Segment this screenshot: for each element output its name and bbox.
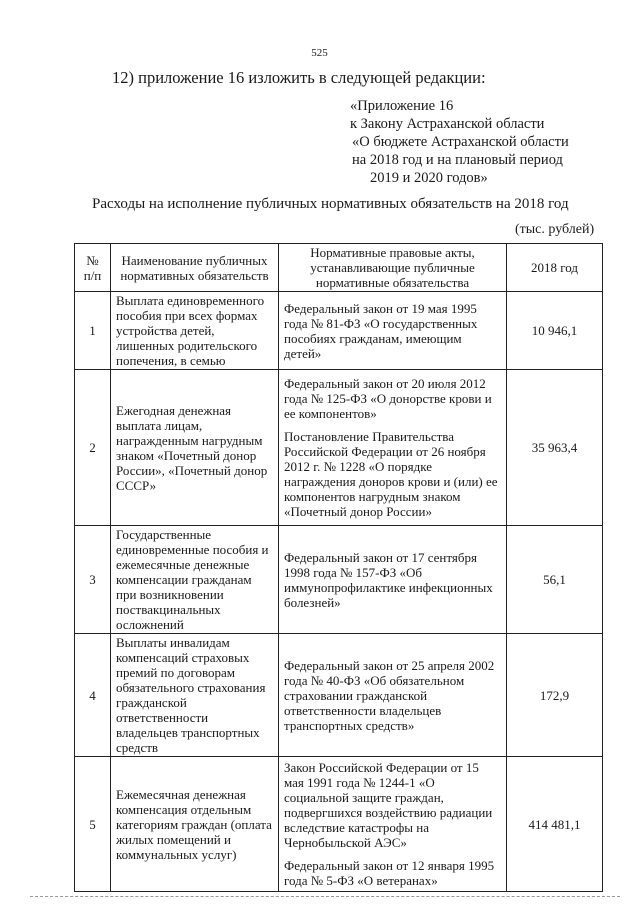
- table-header-row: [75, 244, 603, 292]
- annex-line: «О бюджете Астраханской области: [352, 134, 569, 150]
- row-name: Выплата единовременного пособия при всех формах устройства детей, лишенных родительского попечения, в семью: [111, 292, 279, 370]
- header-num: № п/п: [75, 244, 111, 292]
- row-num: 4: [75, 634, 111, 757]
- row-num: 1: [75, 292, 111, 370]
- table-row: [75, 757, 603, 892]
- legal-act: Федеральный закон от 25 апреля 2002 года № 40-ФЗ «Об обязательном страховании гражданской ответственности владельцев транспортных средств»: [284, 657, 495, 733]
- row-name: Государственные единовременные пособия и ежемесячные денежные компенсации гражданам при возникновении поствакцинальных осложнений: [111, 526, 279, 634]
- annex-line: «Приложение 16: [350, 98, 454, 114]
- table-row: [75, 292, 603, 370]
- obligations-table: [74, 243, 603, 892]
- annex-line: на 2018 год и на плановый период: [352, 152, 563, 168]
- legal-act: Федеральный закон от 17 сентября 1998 года № 157-ФЗ «Об иммунопрофилактике инфекционных болезней»: [284, 549, 493, 610]
- row-acts: [279, 757, 507, 892]
- table-row: [75, 526, 603, 634]
- header-acts: Нормативные правовые акты, устанавливающие публичные нормативные обязательства: [279, 244, 507, 292]
- legal-act: Закон Российской Федерации от 15 мая 1991 года № 1244-1 «О социальной защите граждан, подвергшихся воздействию радиации вследствие катастрофы на Чернобыльской АЭС»: [284, 760, 493, 850]
- page-number: 525: [311, 47, 328, 59]
- annex-header: [350, 97, 569, 187]
- row-num: 3: [75, 526, 111, 634]
- legal-act: Федеральный закон от 19 мая 1995 года № 81-ФЗ «О государственных пособиях гражданам, имеющим детей»: [284, 300, 478, 361]
- row-name: Ежемесячная денежная компенсация отдельным категориям граждан (оплата жилых помещений и коммунальных услуг): [111, 757, 279, 892]
- table-row: [75, 634, 603, 757]
- row-acts: [279, 634, 507, 757]
- bottom-divider: [30, 896, 620, 897]
- annex-line: к Закону Астраханской области: [350, 116, 545, 132]
- row-num: 2: [75, 370, 111, 526]
- legal-act: Федеральный закон от 20 июля 2012 года № 125-ФЗ «О донорстве крови и ее компонентов»: [284, 376, 492, 421]
- header-year: 2018 год: [507, 244, 603, 292]
- units-label: (тыс. рублей): [515, 222, 595, 237]
- intro-text: 12) приложение 16 изложить в следующей редакции:: [112, 68, 486, 87]
- row-acts: [279, 370, 507, 526]
- row-value: 56,1: [507, 526, 603, 634]
- header-name: Наименование публичных нормативных обязательств: [111, 244, 279, 292]
- row-acts: [279, 292, 507, 370]
- row-value: 10 946,1: [507, 292, 603, 370]
- row-name: Выплаты инвалидам компенсаций страховых премий по договорам обязательного страхования гражданской ответственности владельцев транспортных средств: [111, 634, 279, 757]
- row-value: 414 481,1: [507, 757, 603, 892]
- table-row: [75, 370, 603, 526]
- row-num: 5: [75, 757, 111, 892]
- legal-act: Федеральный закон от 12 января 1995 года № 5-ФЗ «О ветеранах»: [284, 858, 495, 888]
- row-acts: [279, 526, 507, 634]
- document-title: Расходы на исполнение публичных нормативных обязательств на 2018 год: [92, 196, 569, 212]
- row-value: 35 963,4: [507, 370, 603, 526]
- row-name: Ежегодная денежная выплата лицам, награжденным нагрудным знаком «Почетный донор России», «Почетный донор СССР»: [111, 370, 279, 526]
- legal-act: Постановление Правительства Российской Федерации от 26 ноября 2012 г. № 1228 «О порядке награждения доноров крови и (или) ее компонентов нагрудным знаком «Почетный донор России»: [284, 429, 498, 519]
- row-value: 172,9: [507, 634, 603, 757]
- annex-line: 2019 и 2020 годов»: [370, 170, 488, 186]
